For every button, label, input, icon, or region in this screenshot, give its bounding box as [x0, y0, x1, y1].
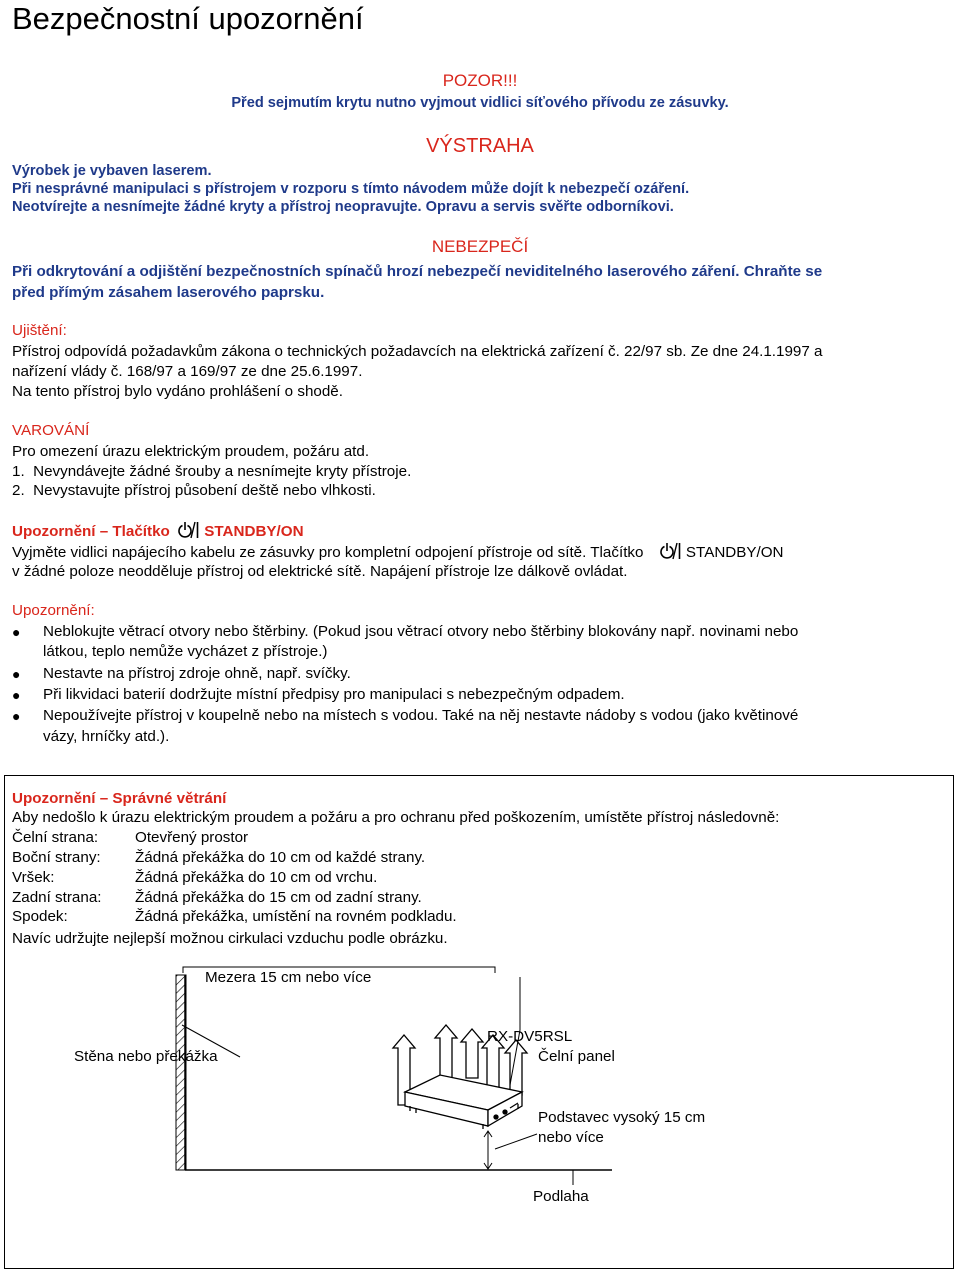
ventilation-row-value: Žádná překážka do 10 cm od každé strany.	[135, 849, 426, 866]
ujisteni-line: Přístroj odpovídá požadavkům zákona o technických požadavcích na elektrická zařízení č. 22/97 sb. Ze dne 24.1.1997 a	[12, 343, 823, 360]
vystraha-line: Při nesprávné manipulaci s přístrojem v rozporu s tímto návodem může dojít k nebezpečí ozáření.	[12, 181, 690, 197]
bullet-icon: ●	[12, 687, 21, 703]
standby-line: v žádné poloze neodděluje přístroj od elektrické sítě. Napájení přístroje lze dálkově ovládat.	[12, 563, 628, 580]
standby-line1-suffix: STANDBY/ON	[685, 544, 784, 561]
vystraha-heading: VÝSTRAHA	[426, 135, 534, 157]
ujisteni-heading: Ujištění:	[12, 322, 67, 339]
bullet-line: Nepoužívejte přístroj v koupelně nebo na místech s vodou. Také na něj nestavte nádoby s vodou (jako květinové	[43, 707, 799, 724]
ujisteni-line: nařízení vlády č. 168/97 a 169/97 ze dne 25.6.1997.	[12, 363, 363, 380]
heat-arrow	[435, 1025, 457, 1080]
stand-label: Podstavec vysoký 15 cm	[538, 1109, 706, 1126]
ventilation-row-label: Zadní strana:	[12, 889, 102, 906]
ventilation-row-label: Boční strany:	[12, 849, 101, 866]
gap-label: Mezera 15 cm nebo více	[205, 969, 372, 986]
bullet-line: látkou, teplo nemůže vycházet z přístroje.)	[43, 643, 328, 660]
varovani-line: Pro omezení úrazu elektrickým proudem, požáru atd.	[12, 443, 370, 460]
standby-line1-prefix: Vyjměte vidlici napájecího kabelu ze zásuvky pro kompletní odpojení přístroje od sítě. Tlačítko	[12, 544, 644, 561]
ventilation-row-value: Žádná překážka do 15 cm od zadní strany.	[135, 889, 422, 906]
vystraha-line: Neotvírejte a nesnímejte žádné kryty a přístroj neopravujte. Opravu a servis svěřte odborníkovi.	[12, 199, 674, 215]
ventilation-heading: Upozornění – Správné větrání	[12, 790, 227, 807]
bullet-icon: ●	[12, 666, 21, 682]
wall-label: Stěna nebo překážka	[74, 1048, 218, 1065]
heat-arrow	[461, 1029, 483, 1078]
ventilation-row-value: Žádná překážka do 10 cm od vrchu.	[135, 869, 378, 886]
pozor-text: Před sejmutím krytu nutno vyjmout vidlici síťového přívodu ze zásuvky.	[231, 95, 729, 111]
standby-heading	[12, 520, 304, 542]
front-panel-label: Čelní panel	[538, 1048, 615, 1065]
ventilation-intro: Aby nedošlo k úrazu elektrickým proudem a požáru a pro ochranu před poškozením, umístěte přístroj následovně:	[12, 809, 780, 826]
standby-icon	[174, 520, 200, 540]
varovani-line: 2. Nevystavujte přístroj působení deště nebo vlhkosti.	[12, 482, 376, 499]
nebezpeci-line: před přímým zásahem laserového paprsku.	[12, 284, 325, 301]
ujisteni-line: Na tento přístroj bylo vydáno prohlášení o shodě.	[12, 383, 343, 400]
bullet-line: Neblokujte větrací otvory nebo štěrbiny. (Pokud jsou větrací otvory nebo štěrbiny blokovány např. novinami nebo	[43, 623, 799, 640]
receiver-knob	[503, 1110, 507, 1114]
stand-label: nebo více	[538, 1129, 604, 1146]
nebezpeci-heading: NEBEZPEČÍ	[431, 237, 529, 256]
varovani-heading: VAROVÁNÍ	[12, 422, 90, 439]
upozorneni-heading: Upozornění:	[12, 602, 95, 619]
receiver-unit	[405, 1075, 522, 1129]
pozor-heading: POZOR!!!	[442, 71, 518, 90]
bullet-line: Při likvidaci baterií dodržujte místní předpisy pro manipulaci s nebezpečným odpadem.	[43, 686, 625, 703]
stand-leader	[495, 1134, 537, 1149]
model-label: RX-DV5RSL	[487, 1028, 573, 1045]
ventilation-row-label: Čelní strana:	[12, 829, 99, 846]
bullet-icon: ●	[12, 708, 21, 724]
bullet-line: Nestavte na přístroj zdroje ohně, např. svíčky.	[43, 665, 351, 682]
standby-icon	[656, 541, 682, 561]
vystraha-line: Výrobek je vybaven laserem.	[12, 163, 212, 179]
ventilation-diagram	[0, 940, 960, 1270]
varovani-line: 1. Nevyndávejte žádné šrouby a nesnímejte kryty přístroje.	[12, 463, 412, 480]
standby-heading-suffix: STANDBY/ON	[204, 523, 304, 540]
ventilation-row-label: Vršek:	[12, 869, 55, 886]
receiver-knob	[494, 1115, 498, 1119]
ventilation-row-value: Žádná překážka, umístění na rovném podkladu.	[135, 908, 457, 925]
nebezpeci-line: Při odkrytování a odjištění bezpečnostních spínačů hrozí nebezpečí neviditelného laserového záření. Chraňte se	[12, 263, 823, 280]
bullet-line: vázy, hrníčky atd.).	[43, 728, 170, 745]
standby-line	[12, 541, 784, 563]
ventilation-row-label: Spodek:	[12, 908, 68, 925]
heat-arrow	[505, 1040, 527, 1095]
ventilation-row-value: Otevřený prostor	[135, 829, 249, 846]
bullet-icon: ●	[12, 624, 21, 640]
page-title: Bezpečnostní upozornění	[12, 1, 364, 36]
ventilation-outro: Navíc udržujte nejlepší možnou cirkulaci vzduchu podle obrázku.	[12, 930, 448, 947]
floor-label: Podlaha	[533, 1188, 589, 1205]
standby-heading-prefix: Upozornění – Tlačítko	[12, 523, 170, 540]
